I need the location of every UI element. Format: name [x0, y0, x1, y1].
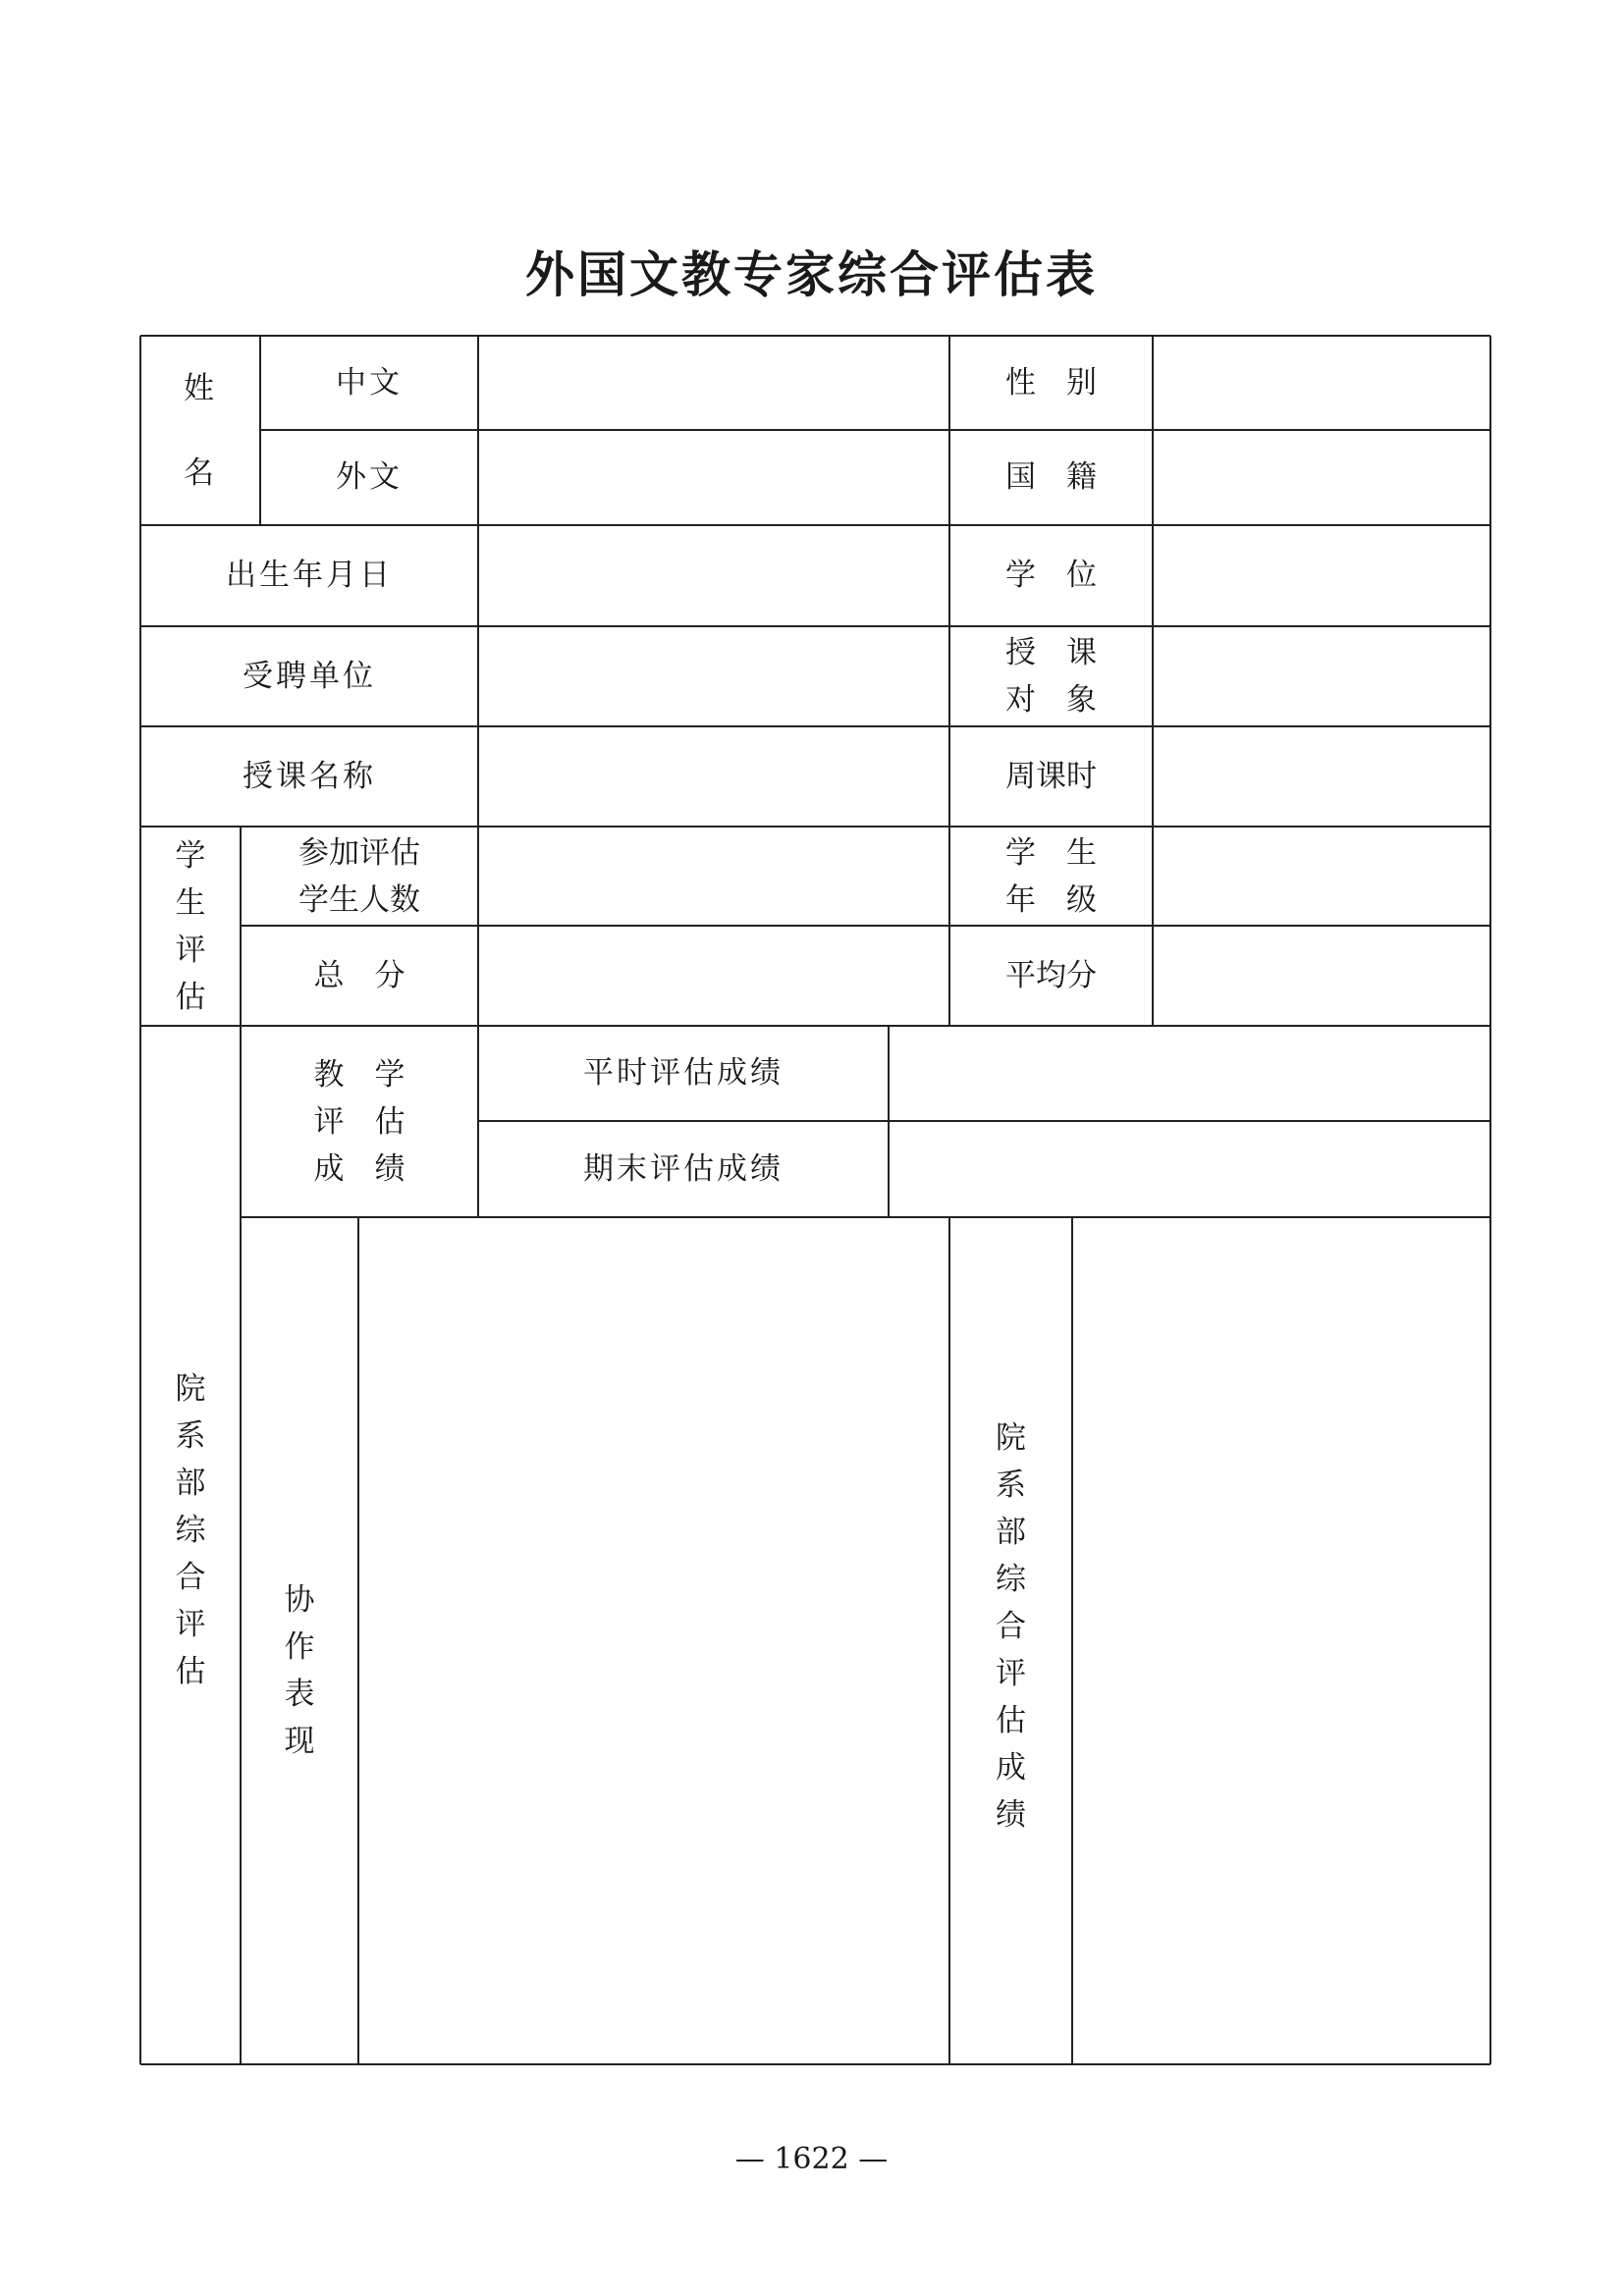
dept-eval-char-2: 系 — [175, 1418, 206, 1454]
teaching-eval-label-line2: 评 估 — [313, 1103, 406, 1140]
name-label-char-2: 名 — [184, 454, 217, 491]
dept-eval-char-6: 评 — [175, 1607, 206, 1642]
degree-field[interactable] — [1153, 525, 1490, 626]
teaching-eval-label-line1: 教 学 — [313, 1056, 406, 1093]
student-grade-label — [949, 827, 1153, 926]
dept-eval-score-label — [949, 1217, 1072, 2064]
teaching-target-label — [949, 626, 1153, 726]
dept-eval-score-char-1: 院 — [996, 1419, 1026, 1456]
student-eval-char-2: 生 — [175, 884, 206, 921]
student-eval-char-1: 学 — [175, 837, 206, 874]
final-score-label: 期末评估成绩 — [583, 1150, 784, 1187]
dept-eval-score-char-9: 绩 — [996, 1796, 1026, 1833]
final-score-field[interactable] — [889, 1121, 1490, 1217]
foreign-name-field[interactable] — [478, 430, 949, 525]
participants-field[interactable] — [478, 827, 949, 926]
cooperation-char-2: 作 — [284, 1629, 315, 1665]
student-grade-label-line1: 学 生 — [1005, 834, 1097, 871]
chinese-name-label: 中文 — [336, 364, 403, 400]
cooperation-label — [241, 1217, 358, 2064]
dept-eval-label — [140, 1026, 241, 2064]
regular-score-label: 平时评估成绩 — [583, 1055, 784, 1091]
participants-label-line2: 学生人数 — [298, 881, 420, 918]
total-score-field[interactable] — [478, 926, 949, 1026]
employer-field[interactable] — [478, 626, 949, 726]
nationality-label: 国 籍 — [1005, 459, 1097, 495]
nationality-field[interactable] — [1153, 430, 1490, 525]
degree-label: 学 位 — [1005, 558, 1097, 593]
birth-date-label: 出生年月日 — [226, 558, 393, 593]
dept-eval-char-7: 估 — [175, 1654, 206, 1689]
cooperation-char-4: 现 — [284, 1723, 315, 1759]
foreign-name-label: 外文 — [336, 459, 403, 495]
student-eval-char-3: 评 — [175, 932, 206, 968]
dept-eval-score-char-7: 估 — [996, 1702, 1026, 1738]
dept-eval-score-char-5: 合 — [996, 1608, 1026, 1644]
weekly-hours-label: 周课时 — [1005, 758, 1097, 794]
course-name-label: 授课名称 — [243, 758, 376, 794]
cooperation-char-3: 表 — [284, 1676, 315, 1712]
employer-label: 受聘单位 — [243, 658, 376, 694]
dept-eval-score-field[interactable] — [1072, 1217, 1490, 2064]
student-grade-field[interactable] — [1153, 827, 1490, 926]
cooperation-field[interactable] — [358, 1217, 949, 2064]
average-score-field[interactable] — [1153, 926, 1490, 1026]
dept-eval-score-char-3: 部 — [996, 1514, 1026, 1550]
page-number: — 1622 — — [734, 2142, 889, 2176]
dept-eval-char-3: 部 — [175, 1466, 206, 1501]
form-title: 外国文教专家综合评估表 — [525, 245, 1098, 303]
gender-label: 性 别 — [1005, 364, 1097, 400]
dept-eval-score-char-4: 综 — [996, 1561, 1026, 1597]
regular-score-field[interactable] — [889, 1026, 1490, 1121]
participants-label — [241, 827, 478, 926]
teaching-eval-label — [241, 1026, 478, 1217]
student-eval-label — [140, 827, 241, 1026]
dept-eval-char-5: 合 — [175, 1560, 206, 1595]
dept-eval-score-char-6: 评 — [996, 1655, 1026, 1691]
name-label-char-1: 姓 — [184, 370, 217, 406]
student-grade-label-line2: 年 级 — [1005, 881, 1097, 918]
teaching-target-label-line1: 授 课 — [1005, 635, 1097, 670]
average-score-label: 平均分 — [1005, 957, 1097, 993]
dept-eval-score-char-2: 系 — [996, 1467, 1026, 1503]
teaching-eval-label-line3: 成 绩 — [313, 1150, 406, 1187]
dept-eval-char-4: 综 — [175, 1513, 206, 1548]
dept-eval-char-1: 院 — [175, 1371, 206, 1407]
participants-label-line1: 参加评估 — [298, 834, 420, 871]
chinese-name-field[interactable] — [478, 336, 949, 430]
birth-date-field[interactable] — [478, 525, 949, 626]
teaching-target-label-line2: 对 象 — [1005, 682, 1097, 718]
student-eval-char-4: 估 — [175, 979, 206, 1015]
weekly-hours-field[interactable] — [1153, 726, 1490, 827]
total-score-label: 总 分 — [313, 957, 406, 993]
dept-eval-score-char-8: 成 — [996, 1749, 1026, 1786]
name-label — [140, 336, 260, 525]
cooperation-char-1: 协 — [284, 1581, 315, 1618]
course-name-field[interactable] — [478, 726, 949, 827]
teaching-target-field[interactable] — [1153, 626, 1490, 726]
gender-field[interactable] — [1153, 336, 1490, 430]
